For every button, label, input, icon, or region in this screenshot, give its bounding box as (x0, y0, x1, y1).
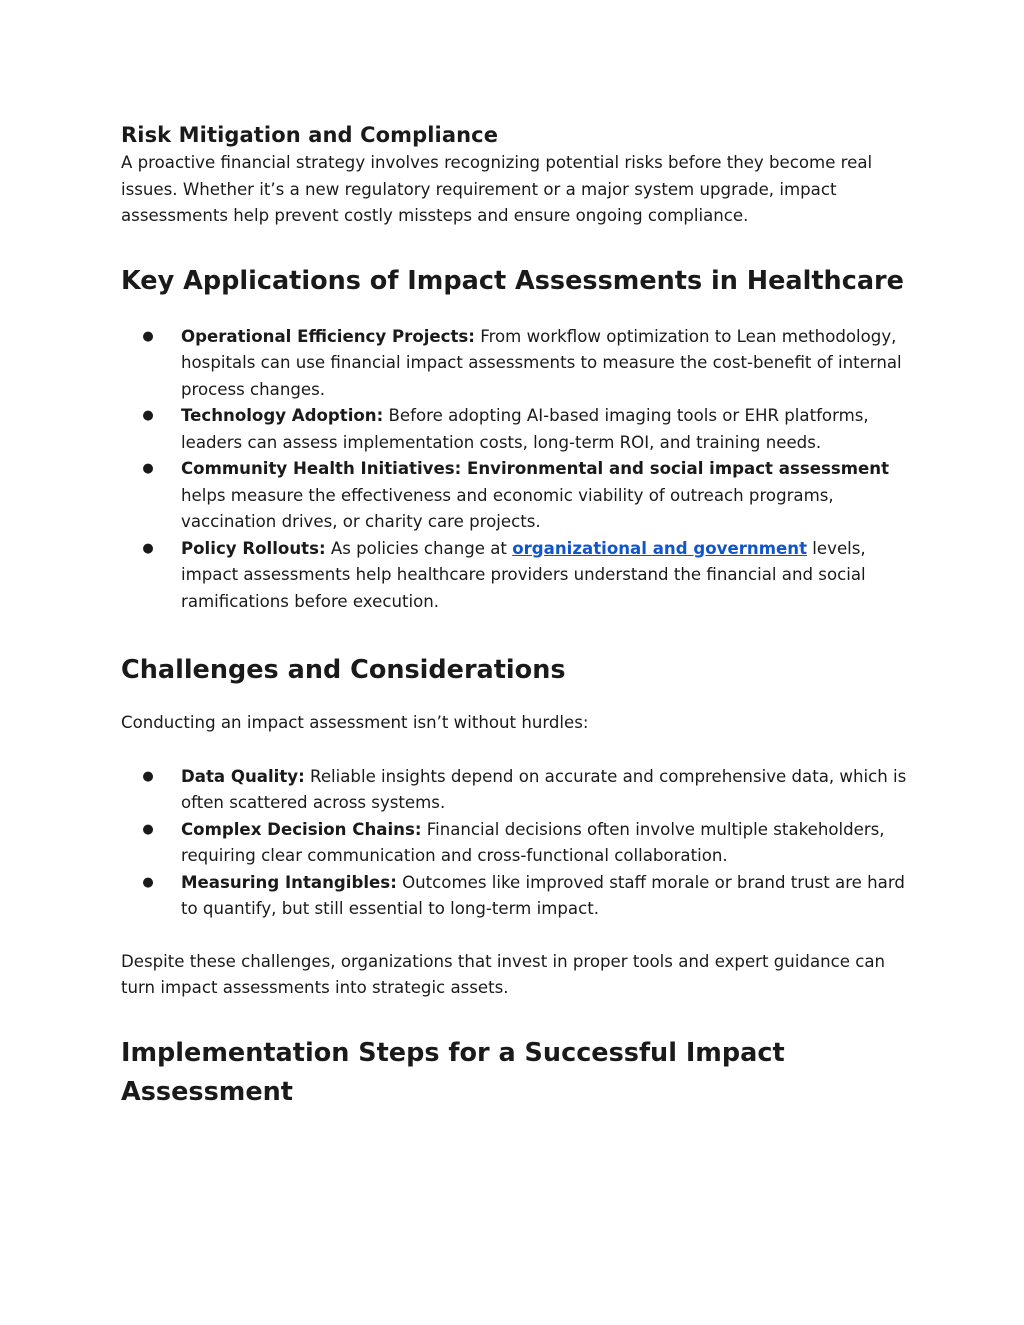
bullet-icon: ● (142, 540, 154, 556)
list-item-label: Policy Rollouts: (181, 538, 326, 558)
list-item-text: Reliable insights depend on accurate and comprehensive data, which is often scattered across systems. (181, 766, 907, 812)
list-item-text: From workflow optimization to Lean methodology, hospitals can use financial impact assessments to measure the cost-benefit of internal process changes. (181, 326, 902, 399)
list-item (121, 536, 911, 616)
list-item (121, 817, 911, 870)
bullet-icon: ● (142, 821, 154, 837)
list-item-text: As policies change at (325, 538, 513, 558)
list-item-text: Outcomes like improved staff morale or brand trust are hard to quantify, but still essential to long-term impact. (181, 872, 905, 918)
implementation-steps-heading: Implementation Steps for a Successful Impact Assessment (121, 1037, 785, 1107)
list-item-label: Measuring Intangibles: (181, 872, 397, 892)
bullet-icon: ● (142, 874, 154, 890)
list-item-label: Community Health Initiatives: Environmental and social impact assessment (181, 459, 890, 478)
list-item-text: levels, impact assessments help healthcare providers understand the financial and social ramifications before execution. (181, 538, 866, 611)
bullet-icon: ● (142, 328, 154, 344)
list-item (121, 324, 911, 404)
list-item (121, 456, 911, 536)
challenges-list (121, 764, 911, 923)
list-item-label: Technology Adoption: (181, 406, 384, 425)
challenges-heading: Challenges and Considerations (121, 655, 566, 685)
list-item-text: helps measure the effectiveness and economic viability of outreach programs, vaccination drives, or charity care projects. (181, 485, 834, 531)
key-applications-list (121, 324, 911, 616)
bullet-icon: ● (142, 408, 154, 423)
risk-mitigation-heading: Risk Mitigation and Compliance (121, 123, 499, 147)
list-item-text: Financial decisions often involve multiple stakeholders, requiring clear communication and cross-functional collaboration. (181, 819, 885, 865)
list-item (121, 764, 911, 817)
risk-mitigation-paragraph: A proactive financial strategy involves recognizing potential risks before they become real issues. Whether it’s a new regulatory requirement or a major system upgrade, impact assessments help prevent costly missteps and ensure ongoing compliance. (121, 153, 873, 225)
list-item-label: Operational Efficiency Projects: (181, 326, 475, 346)
key-applications-heading: Key Applications of Impact Assessments in Healthcare (121, 265, 904, 296)
list-item (121, 403, 911, 456)
list-item-label: Complex Decision Chains: (181, 819, 422, 839)
challenges-closing-paragraph: Despite these challenges, organizations that invest in proper tools and expert guidance can turn impact assessments into strategic assets. (121, 951, 886, 997)
bullet-icon: ● (142, 461, 154, 476)
challenges-intro: Conducting an impact assessment isn’t without hurdles: (121, 713, 589, 732)
organizational-government-link[interactable]: organizational and government (512, 538, 808, 558)
list-item-label: Data Quality: (181, 766, 305, 786)
list-item (121, 870, 911, 923)
document-page (121, 120, 911, 1112)
list-item-text: Before adopting AI-based imaging tools or EHR platforms, leaders can assess implementation costs, long-term ROI, and training needs. (181, 406, 869, 452)
bullet-icon: ● (142, 768, 154, 784)
